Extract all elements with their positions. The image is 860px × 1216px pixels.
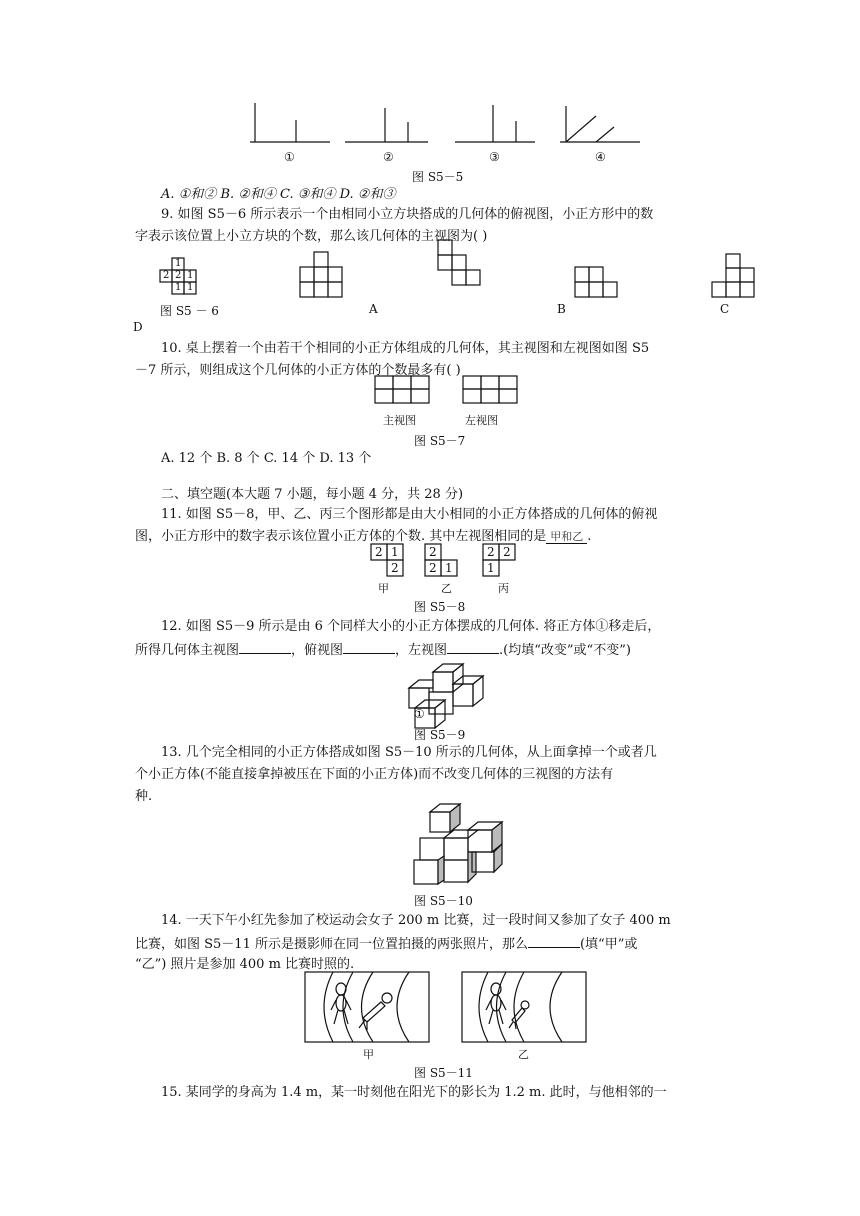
fig10-caption: 图 S5－10 bbox=[414, 894, 473, 908]
fig6-caption: 图 S5 － 6 bbox=[160, 304, 219, 318]
q14-text-b: (填“甲”或 bbox=[579, 937, 638, 952]
photo-label-jia: 甲 bbox=[363, 1048, 374, 1061]
q11-answer: 甲和乙 bbox=[546, 530, 587, 544]
figure-s5-7 bbox=[370, 376, 570, 416]
jia-cell: 2 bbox=[391, 561, 399, 575]
fig9-caption: 图 S5－9 bbox=[414, 728, 466, 742]
q12-text-c: ，左视图 bbox=[395, 643, 448, 658]
q12-line1: 12. 如图 S5－9 所示是由 6 个同样大小的小正方体摆成的几何体. 将正方体①移走后， bbox=[161, 619, 661, 634]
bing-cell: 1 bbox=[487, 561, 495, 575]
grid-num: 1 bbox=[187, 270, 194, 281]
figure-s5-5 bbox=[0, 0, 860, 170]
fig5-label-1: ① bbox=[284, 150, 295, 164]
cube-1-label: ① bbox=[414, 707, 425, 721]
yi-cell: 2 bbox=[429, 561, 437, 575]
fig7-caption: 图 S5－7 bbox=[414, 434, 466, 448]
q12-text-a: 所得几何体主视图 bbox=[135, 643, 240, 658]
q9-line2: 字表示该位置上小立方块的个数，那么该几何体的主视图为( ) bbox=[135, 229, 488, 244]
photo-jia bbox=[305, 972, 435, 1044]
grid-label-bing: 丙 bbox=[498, 582, 509, 595]
grid-num: 1 bbox=[187, 282, 194, 293]
grid-num: 1 bbox=[175, 282, 182, 293]
grid-label-jia: 甲 bbox=[378, 582, 389, 595]
fig5-label-3: ③ bbox=[489, 150, 500, 164]
q11-line2-end: . bbox=[587, 529, 592, 544]
q13-line1: 13. 几个完全相同的小正方体搭成如图 S5－10 所示的几何体，从上面拿掉一个或者几 bbox=[161, 745, 657, 760]
fig8-caption: 图 S5－8 bbox=[414, 600, 466, 614]
q9-option-a-label: A bbox=[369, 302, 378, 316]
q13-line3: 种. bbox=[135, 789, 153, 804]
q12-line2 bbox=[135, 640, 631, 660]
yi-cell: 2 bbox=[429, 545, 437, 559]
q11-line2-text: 图，小正方形中的数字表示该位置小正方体的个数. 其中左视图相同的是 bbox=[135, 529, 547, 544]
fig5-label-4: ④ bbox=[595, 150, 606, 164]
bing-cell: 2 bbox=[487, 545, 495, 559]
q10-line2: －7 所示，则组成这个几何体的小正方体的个数最多有( ) bbox=[135, 363, 461, 378]
q11-line1: 11. 如图 S5－8，甲、乙、丙三个图形都是由大小相同的小正方体搭成的几何体的俯视 bbox=[161, 507, 658, 522]
photo-label-yi: 乙 bbox=[518, 1048, 529, 1061]
q14-blank[interactable] bbox=[528, 934, 580, 948]
q10-line1: 10. 桌上摆着一个由若干个相同的小正方体组成的几何体，其主视图和左视图如图 S5 bbox=[161, 341, 650, 356]
q9-option-a-figure bbox=[300, 252, 370, 312]
q9-option-c-figure bbox=[575, 267, 645, 327]
q9-option-b-label: B bbox=[557, 302, 566, 316]
q14-text-a: 比赛，如图 S5－11 所示是摄影师在同一位置拍摄的两张照片，那么 bbox=[135, 937, 528, 952]
q12-text-b: ，俯视图 bbox=[291, 643, 344, 658]
photo-yi bbox=[462, 972, 592, 1044]
q9-line1: 9. 如图 S5－6 所示表示一个由相同小立方块搭成的几何体的俯视图，小正方形中的数 bbox=[161, 207, 654, 222]
fig11-caption: 图 S5－11 bbox=[414, 1066, 473, 1080]
bing-cell: 2 bbox=[503, 545, 511, 559]
q10-left-view-label: 左视图 bbox=[465, 414, 498, 427]
q14-line2 bbox=[135, 934, 637, 954]
q14-line1: 14. 一天下午小红先参加了校运动会女子 200 m 比赛，过一段时间又参加了女子 400 m bbox=[161, 913, 671, 928]
q12-blank-left[interactable] bbox=[447, 640, 499, 654]
section-2-heading: 二、填空题(本大题 7 小题，每小题 4 分，共 28 分) bbox=[161, 487, 464, 502]
grid-label-yi: 乙 bbox=[441, 582, 452, 595]
yi-cell: 1 bbox=[445, 561, 453, 575]
q14-line3: “乙”) 照片是参加 400 m 比赛时照的. bbox=[135, 957, 355, 972]
q9-option-d-label: D bbox=[133, 320, 143, 334]
jia-cell: 1 bbox=[391, 545, 399, 559]
q10-options: A. 12 个 B. 8 个 C. 14 个 D. 13 个 bbox=[161, 451, 372, 466]
q12-text-d: .(均填“改变”或“不变”) bbox=[499, 643, 631, 658]
q9-option-c-label: C bbox=[720, 302, 730, 316]
jia-cell: 2 bbox=[375, 545, 383, 559]
q9-option-b-figure bbox=[438, 240, 508, 300]
q12-blank-front[interactable] bbox=[239, 640, 291, 654]
q13-line2: 个小正方体(不能直接拿掉被压在下面的小正方体)而不改变几何体的三视图的方法有 bbox=[135, 767, 614, 782]
fig5-caption: 图 S5－5 bbox=[412, 170, 464, 184]
grid-num: 1 bbox=[175, 258, 182, 269]
grid-num: 2 bbox=[163, 270, 170, 281]
q10-front-view-label: 主视图 bbox=[383, 414, 416, 427]
q15-line1: 15. 某同学的身高为 1.4 m，某一时刻他在阳光下的影长为 1.2 m. 此时，与他相邻的一 bbox=[161, 1085, 667, 1100]
q8-options: A. ①和② B. ②和④ C. ③和④ D. ②和③ bbox=[161, 187, 396, 202]
grid-num: 2 bbox=[175, 270, 182, 281]
fig5-label-2: ② bbox=[383, 150, 394, 164]
q12-blank-top[interactable] bbox=[343, 640, 395, 654]
figure-s5-10 bbox=[410, 800, 520, 890]
